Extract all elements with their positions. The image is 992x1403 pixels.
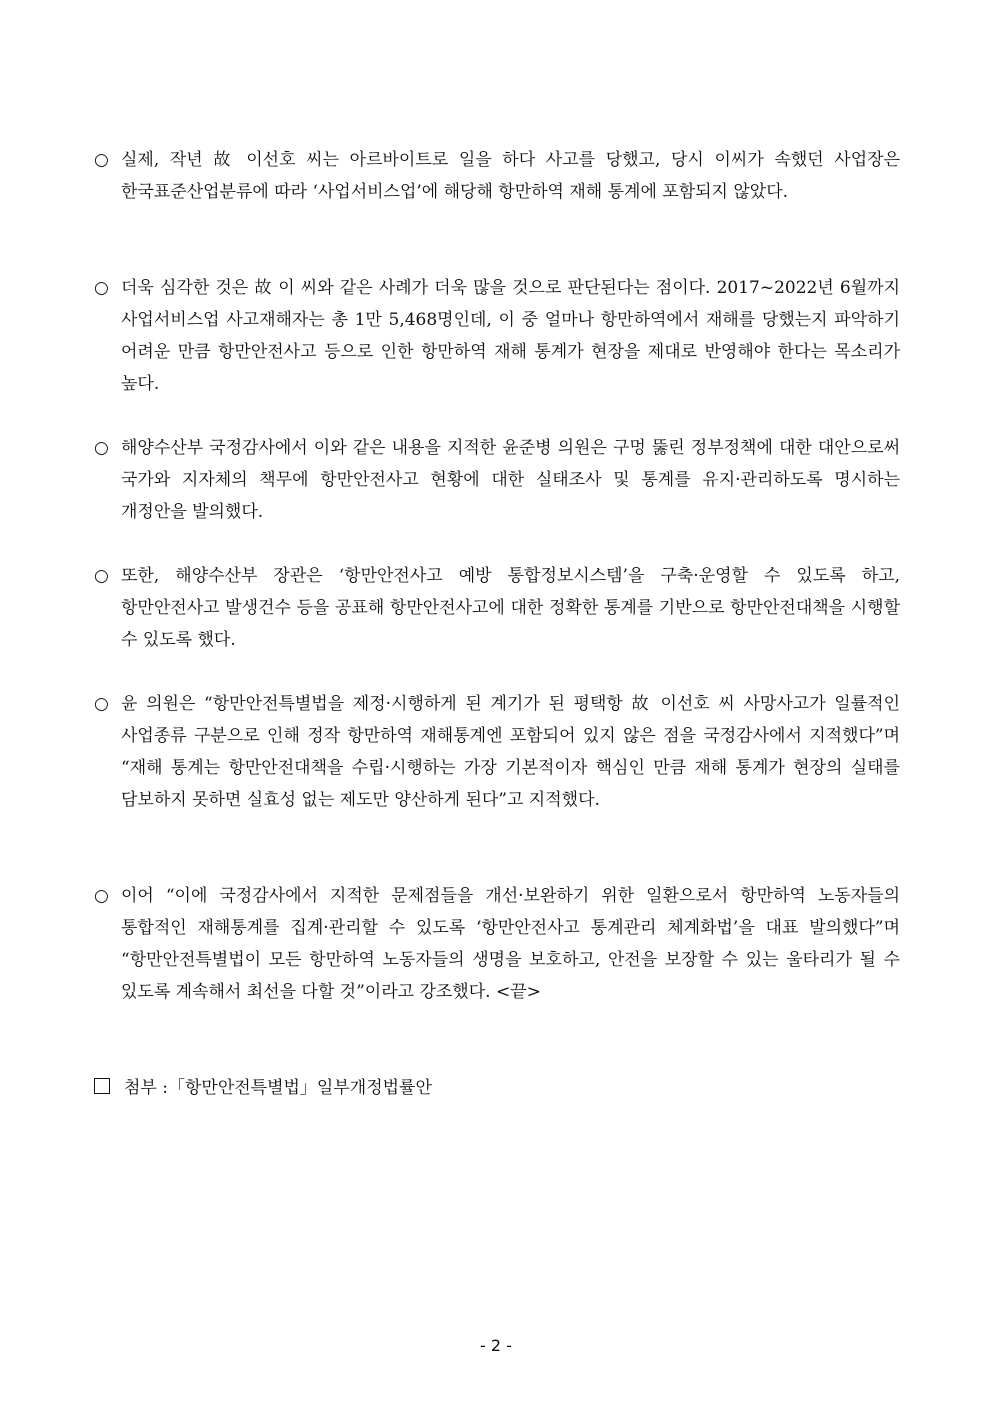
paragraph-text: 이어 “이에 국정감사에서 지적한 문제점들을 개선·보완하기 위한 일환으로서 항만하역 노동자들의 통합적인 재해통계를 집계·관리할 수 있도록 ‘항만안전사고 통계관리 체계화법’을 대표 발의했다”며 “항만안전특별법이 모든 항만하역 노동자들의 생명을 보호하고, 안전을 보장할 수 있는 울타리가 될 수 있도록 계속해서 최선을 다할 것”이라고 강조했다. <끝> [121,886,900,1002]
circle-bullet-icon: ○ [94,886,109,906]
circle-bullet-icon: ○ [94,566,109,586]
paragraph-text: 더욱 심각한 것은 故 이 씨와 같은 사례가 더욱 많을 것으로 판단된다는 점이다. 2017~2022년 6월까지 사업서비스업 사고재해자는 총 1만 5,468명인데, 이 중 얼마나 항만하역에서 재해를 당했는지 파악하기 어려운 만큼 항만안전사고 등으로 인한 항만하역 재해 통계가 현장을 제대로 반영해야 한다는 목소리가 높다. [121,278,900,394]
paragraph-text: 실제, 작년 故 이선호 씨는 아르바이트로 일을 하다 사고를 당했고, 당시 이씨가 속했던 사업장은 한국표준산업분류에 따라 ‘사업서비스업’에 해당해 항만하역 재해 통계에 포함되지 않았다. [121,150,900,202]
paragraph-5 [94,688,900,816]
paragraph-3 [94,432,900,528]
paragraph-text: 또한, 해양수산부 장관은 ‘항만안전사고 예방 통합정보시스템’을 구축·운영할 수 있도록 하고, 항만안전사고 발생건수 등을 공표해 항만안전사고에 대한 정확한 통계를 기반으로 항만안전대책을 시행할 수 있도록 했다. [121,566,900,650]
circle-bullet-icon: ○ [94,694,109,714]
square-bullet-icon [94,1078,110,1094]
attachment-line [94,1072,900,1104]
circle-bullet-icon: ○ [94,150,109,170]
circle-bullet-icon: ○ [94,278,109,298]
paragraph-1 [94,144,900,208]
page-number: - 2 - [480,1336,512,1355]
circle-bullet-icon: ○ [94,438,109,458]
attachment-label: 첨부 :「항만안전특별법」일부개정법률안 [124,1078,432,1098]
paragraph-text: 윤 의원은 “항만안전특별법을 제정·시행하게 된 계기가 된 평택항 故 이선호 씨 사망사고가 일률적인 사업종류 구분으로 인해 정작 항만하역 재해통계엔 포함되어 있지 않은 점을 국정감사에서 지적했다”며 “재해 통계는 항만안전대책을 수립·시행하는 가장 기본적이자 핵심인 만큼 재해 통계가 현장의 실태를 담보하지 못하면 실효성 없는 제도만 양산하게 된다”고 지적했다. [121,694,900,810]
paragraph-2 [94,272,900,400]
paragraph-text: 해양수산부 국정감사에서 이와 같은 내용을 지적한 윤준병 의원은 구멍 뚫린 정부정책에 대한 대안으로써 국가와 지자체의 책무에 항만안전사고 현황에 대한 실태조사 및 통계를 유지·관리하도록 명시하는 개정안을 발의했다. [121,438,900,522]
paragraph-6 [94,880,900,1008]
paragraph-4 [94,560,900,656]
